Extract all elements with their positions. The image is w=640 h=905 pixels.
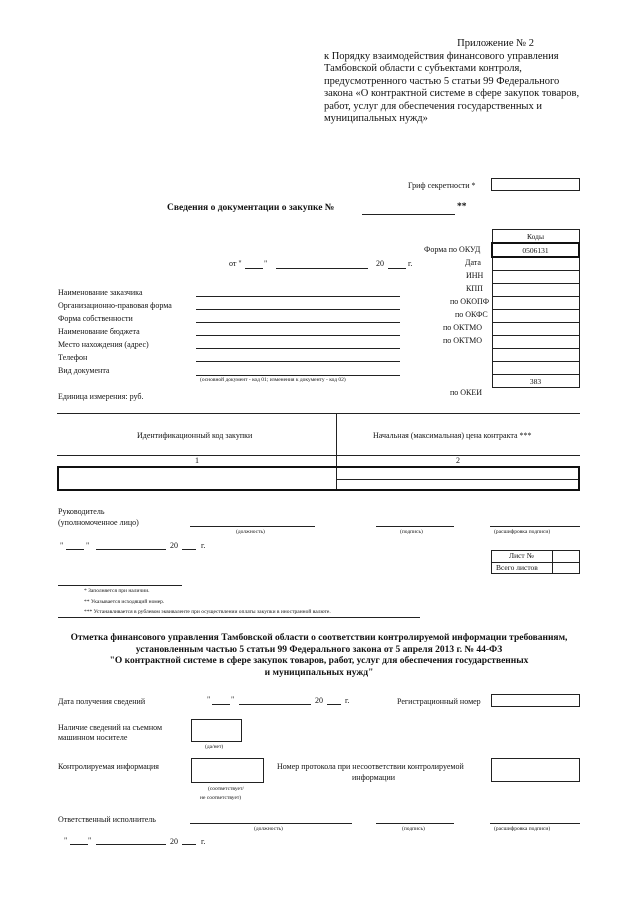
- sheets-total-field[interactable]: [553, 563, 579, 573]
- executor-label: Ответственный исполнитель: [58, 815, 156, 824]
- code-okei[interactable]: 383: [492, 375, 579, 388]
- receipt-date-suffix: г.: [345, 696, 350, 705]
- sign-date-suffix: г.: [201, 541, 206, 550]
- code-oktmo-2[interactable]: [492, 336, 579, 349]
- exec-date-year: 20: [170, 837, 178, 846]
- sign-date-quote-2: ": [86, 541, 90, 550]
- receipt-date-quote-1: ": [207, 695, 211, 704]
- code-oktmo-1[interactable]: [492, 323, 579, 336]
- executor-position-caption: (должность): [254, 826, 283, 832]
- code-inn[interactable]: [492, 271, 579, 284]
- receipt-date-year: 20: [315, 696, 323, 705]
- code-empty-2[interactable]: [492, 362, 579, 375]
- doc-kind-note: (основной документ - код 01; изменения к документу - код 02): [200, 377, 346, 383]
- receipt-date-month-line[interactable]: [239, 704, 311, 705]
- table-colnum-1: 1: [195, 456, 199, 465]
- head-label-sub: (уполномоченное лицо): [58, 518, 139, 527]
- footnote-1: * Заполняется при наличии.: [84, 588, 150, 594]
- table-colnum-2: 2: [456, 456, 460, 465]
- sign-date-year-line[interactable]: [182, 549, 196, 550]
- secrecy-field[interactable]: [491, 178, 580, 191]
- label-okei: по ОКЕИ: [450, 388, 483, 397]
- date-quote: ": [264, 259, 268, 268]
- label-oktmo-2: по ОКТМО: [443, 336, 483, 345]
- label-kpp: КПП: [466, 284, 483, 293]
- head-label: Руководитель: [58, 507, 105, 516]
- executor-position-line[interactable]: [190, 823, 352, 824]
- field-legal-form: Организационно-правовая форма: [58, 301, 172, 310]
- field-ownership-line[interactable]: [196, 322, 400, 323]
- field-ownership: Форма собственности: [58, 314, 133, 323]
- table-header-id-code: Идентификационный код закупки: [137, 431, 253, 440]
- executor-signature-line[interactable]: [376, 823, 454, 824]
- exec-date-month-line[interactable]: [96, 844, 166, 845]
- head-position-line[interactable]: [190, 526, 315, 527]
- controlled-info-label: Контролируемая информация: [58, 762, 159, 771]
- date-month-line[interactable]: [276, 268, 368, 269]
- media-label-2: машинном носителе: [58, 733, 128, 742]
- field-address-line[interactable]: [196, 348, 400, 349]
- unit-label: Единица измерения: руб.: [58, 392, 144, 401]
- field-phone: Телефон: [58, 353, 88, 362]
- exec-date-suffix: г.: [201, 837, 206, 846]
- label-inn: ИНН: [466, 271, 484, 280]
- sign-date-day-line[interactable]: [66, 549, 84, 550]
- executor-decoding-caption: (расшифровка подписи): [494, 826, 551, 832]
- exec-date-quote-2: ": [88, 836, 92, 845]
- protocol-number-field[interactable]: [491, 758, 580, 782]
- reg-number-field[interactable]: [491, 694, 580, 707]
- sign-date-quote-1: ": [60, 541, 64, 550]
- field-address: Место нахождения (адрес): [58, 340, 149, 349]
- table-header-price: Начальная (максимальная) цена контракта ***: [373, 431, 532, 440]
- codes-header: Коды: [492, 230, 579, 244]
- field-budget-line[interactable]: [196, 335, 400, 336]
- footnote-divider: [58, 585, 182, 586]
- sign-date-month-line[interactable]: [96, 549, 166, 550]
- mark-line-3: "О контрактной системе в сфере закупок товаров, работ, услуг для обеспечения государственных: [109, 656, 529, 666]
- media-caption: (да/нет): [205, 744, 224, 750]
- code-okfs[interactable]: [492, 310, 579, 323]
- head-decoding-line[interactable]: [490, 526, 580, 527]
- exec-date-day-line[interactable]: [70, 844, 88, 845]
- code-kpp[interactable]: [492, 284, 579, 297]
- label-okopf: по ОКОПФ: [450, 297, 490, 306]
- date-prefix: от ": [229, 259, 242, 268]
- appendix-block: [324, 38, 586, 126]
- receipt-date-label: Дата получения сведений: [58, 697, 146, 706]
- code-okud[interactable]: 0506131: [492, 243, 579, 257]
- field-doc-kind-line[interactable]: [196, 375, 400, 376]
- mark-heading: [58, 633, 580, 679]
- field-phone-line[interactable]: [196, 361, 400, 362]
- protocol-label-1: Номер протокола при несоответствии контролируемой: [277, 762, 464, 771]
- controlled-info-field[interactable]: [191, 758, 264, 783]
- appendix-title: Приложение № 2: [457, 38, 534, 49]
- sign-date-year: 20: [170, 541, 178, 550]
- conform-caption-1: (соответствует/: [208, 786, 244, 792]
- field-customer-line[interactable]: [196, 296, 400, 297]
- sheets-total-label: Всего листов: [496, 563, 538, 572]
- sheets-table: [491, 550, 580, 574]
- footnote-2: ** Указывается исходящий номер.: [84, 599, 165, 605]
- media-field[interactable]: [191, 719, 242, 742]
- head-position-caption: (должность): [236, 529, 265, 535]
- table-cell-id-code[interactable]: [59, 468, 335, 489]
- head-signature-line[interactable]: [376, 526, 454, 527]
- footnote-3: *** Устанавливается в рублевом эквиваленте при осуществлении оплаты закупки в иностранной валюте.: [84, 609, 331, 615]
- field-doc-kind: Вид документа: [58, 366, 110, 375]
- media-label-1: Наличие сведений на съемном: [58, 723, 163, 732]
- exec-date-quote-1: ": [64, 836, 68, 845]
- date-suffix: г.: [408, 259, 413, 268]
- table-cell-price[interactable]: [338, 468, 577, 478]
- doc-title: Сведения о документации о закупке №: [167, 203, 335, 213]
- codes-table: [491, 229, 580, 388]
- date-year: 20: [376, 259, 384, 268]
- date-year-line[interactable]: [388, 268, 406, 269]
- field-customer-name: Наименование заказчика: [58, 288, 143, 297]
- label-okfs: по ОКФС: [455, 310, 488, 319]
- doc-number-line[interactable]: [362, 214, 455, 215]
- main-table: [57, 413, 580, 491]
- label-oktmo-1: по ОКТМО: [443, 323, 483, 332]
- field-legal-form-line[interactable]: [196, 309, 400, 310]
- receipt-date-quote-2: ": [231, 695, 235, 704]
- label-date: Дата: [465, 258, 481, 267]
- date-day-line[interactable]: [245, 268, 263, 269]
- executor-signature-caption: (подпись): [402, 826, 425, 832]
- receipt-date-day-line[interactable]: [212, 704, 230, 705]
- head-decoding-caption: (расшифровка подписи): [494, 529, 551, 535]
- label-okud: Форма по ОКУД: [424, 245, 481, 254]
- code-okopf[interactable]: [492, 297, 579, 310]
- mark-line-1: Отметка финансового управления Тамбовской области о соответствии контролируемой информации требованиям,: [70, 633, 568, 643]
- exec-date-year-line[interactable]: [182, 844, 196, 845]
- secrecy-label: Гриф секретности *: [408, 181, 476, 190]
- reg-number-label: Регистрационный номер: [397, 697, 481, 706]
- code-date[interactable]: [492, 257, 579, 271]
- conform-caption-2: не соответствует): [200, 795, 242, 801]
- field-budget: Наименование бюджета: [58, 327, 140, 336]
- sheet-number-label: Лист №: [509, 551, 534, 560]
- receipt-date-year-line[interactable]: [327, 704, 341, 705]
- executor-decoding-line[interactable]: [490, 823, 580, 824]
- doc-title-stars: **: [457, 202, 467, 212]
- appendix-text: к Порядку взаимодействия финансового управления Тамбовской области с субъектами контроля, предусмотренного частью 5 статьи 99 Федерального закона «О контрактной системе в сфере закупок товаров, работ, услуг для обеспечения государственных и муниципальных нужд»: [324, 50, 580, 124]
- head-signature-caption: (подпись): [400, 529, 423, 535]
- sheet-number-field[interactable]: [553, 551, 579, 561]
- protocol-label-2: информации: [352, 773, 396, 782]
- mark-line-2: установленным частью 5 статьи 99 Федерального закона от 5 апреля 2013 г. № 44-ФЗ: [135, 644, 503, 655]
- mark-line-4: и муниципальных нужд": [264, 667, 374, 678]
- footnote-bottom-line: [58, 617, 420, 618]
- code-empty-1[interactable]: [492, 349, 579, 362]
